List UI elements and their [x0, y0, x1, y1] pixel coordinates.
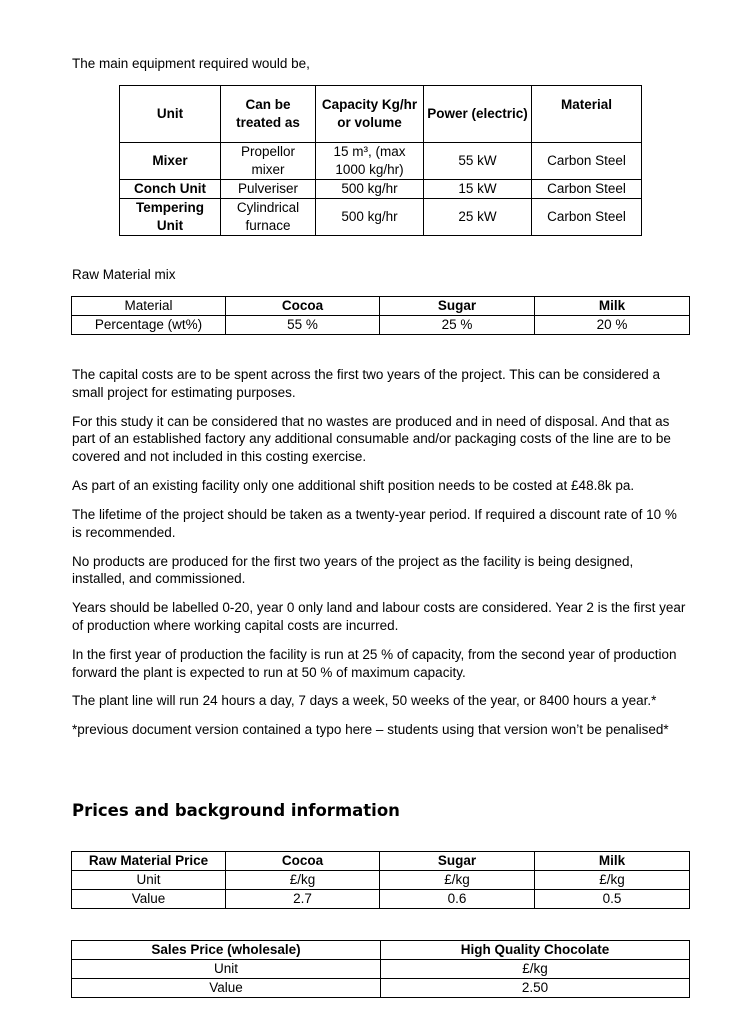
- table-row: [72, 979, 690, 998]
- power-cell: 55 kW: [424, 143, 532, 180]
- table-row: [72, 890, 690, 909]
- power-cell: 15 kW: [424, 180, 532, 199]
- intro-text: The main equipment required would be,: [72, 56, 310, 71]
- paragraph: The lifetime of the project should be taken as a twenty-year period. If required a discount rate of 10 % is recommended.: [72, 506, 677, 540]
- capacity-cell: 500 kg/hr: [316, 199, 424, 236]
- material-cell: Carbon Steel: [532, 143, 642, 180]
- header-unit: Unit: [120, 86, 221, 143]
- mix-cell: 55 %: [226, 316, 380, 335]
- unit-cell: Mixer: [120, 143, 221, 180]
- price-cell: Cocoa: [226, 852, 380, 871]
- table-row: [72, 941, 690, 960]
- header-material: Material: [532, 86, 642, 143]
- table-row: [120, 199, 642, 236]
- header-capacity: Capacity Kg/hr or volume: [316, 86, 424, 143]
- price-cell: 2.7: [226, 890, 380, 909]
- price-cell: 0.6: [380, 890, 535, 909]
- table-row: [120, 143, 642, 180]
- power-cell: 25 kW: [424, 199, 532, 236]
- price-cell: Unit: [72, 871, 226, 890]
- price-cell: Raw Material Price: [72, 852, 226, 871]
- equipment-header-row: [120, 86, 642, 143]
- price-cell: Sugar: [380, 852, 535, 871]
- mix-cell: 25 %: [380, 316, 535, 335]
- price-cell: £/kg: [380, 871, 535, 890]
- equipment-table: [119, 85, 642, 236]
- table-row: [72, 297, 690, 316]
- price-cell: £/kg: [535, 871, 690, 890]
- mix-cell: Sugar: [380, 297, 535, 316]
- header-treated: Can be treated as: [221, 86, 316, 143]
- table-row: [72, 316, 690, 335]
- price-cell: 0.5: [535, 890, 690, 909]
- sales-price-table: [71, 940, 690, 998]
- price-cell: Value: [72, 890, 226, 909]
- paragraph: In the first year of production the facility is run at 25 % of capacity, from the second year of production forward the plant is expected to run at 50 % of maximum capacity.: [72, 646, 677, 680]
- raw-price-table: [71, 851, 690, 909]
- sales-cell: Sales Price (wholesale): [72, 941, 381, 960]
- price-cell: £/kg: [226, 871, 380, 890]
- capacity-cell: 500 kg/hr: [316, 180, 424, 199]
- treated-cell: Propellor mixer: [221, 143, 316, 180]
- sales-cell: 2.50: [381, 979, 690, 998]
- sales-cell: £/kg: [381, 960, 690, 979]
- mix-cell: Milk: [535, 297, 690, 316]
- capacity-cell: 15 m³, (max 1000 kg/hr): [316, 143, 424, 180]
- unit-cell: Conch Unit: [120, 180, 221, 199]
- mix-cell: 20 %: [535, 316, 690, 335]
- treated-cell: Cylindrical furnace: [221, 199, 316, 236]
- mix-cell: Material: [72, 297, 226, 316]
- sales-cell: Value: [72, 979, 381, 998]
- paragraph: *previous document version contained a typo here – students using that version won’t be penalised*: [72, 722, 669, 738]
- sales-cell: High Quality Chocolate: [381, 941, 690, 960]
- body-paragraphs: [72, 366, 687, 750]
- mix-cell: Percentage (wt%): [72, 316, 226, 335]
- material-cell: Carbon Steel: [532, 180, 642, 199]
- raw-mix-table: [71, 296, 690, 335]
- unit-cell: Tempering Unit: [120, 199, 221, 236]
- material-cell: Carbon Steel: [532, 199, 642, 236]
- paragraph: The capital costs are to be spent across the first two years of the project. This can be considered a small project for estimating purposes.: [72, 367, 661, 400]
- table-row: [72, 852, 690, 871]
- section-heading: Prices and background information: [72, 801, 400, 820]
- paragraph: For this study it can be considered that no wastes are produced and in need of disposal. And that as part of an established factory any additional consumable and/or packaging costs of the line are to be covered and not included in this costing exercise.: [72, 413, 671, 465]
- table-row: [120, 180, 642, 199]
- table-row: [72, 960, 690, 979]
- treated-cell: Pulveriser: [221, 180, 316, 199]
- paragraph: Years should be labelled 0-20, year 0 only land and labour costs are considered. Year 2 is the first year of production where working capital costs are incurred.: [72, 600, 686, 633]
- table-row: [72, 871, 690, 890]
- paragraph: The plant line will run 24 hours a day, 7 days a week, 50 weeks of the year, or 8400 hours a year.*: [72, 693, 657, 709]
- price-cell: Milk: [535, 852, 690, 871]
- sales-cell: Unit: [72, 960, 381, 979]
- raw-mix-label: Raw Material mix: [72, 267, 176, 282]
- paragraph: No products are produced for the first two years of the project as the facility is being designed, installed, and commissioned.: [72, 553, 634, 587]
- paragraph: As part of an existing facility only one additional shift position needs to be costed at £48.8k pa.: [72, 478, 635, 494]
- mix-cell: Cocoa: [226, 297, 380, 316]
- header-power: Power (electric): [424, 86, 532, 143]
